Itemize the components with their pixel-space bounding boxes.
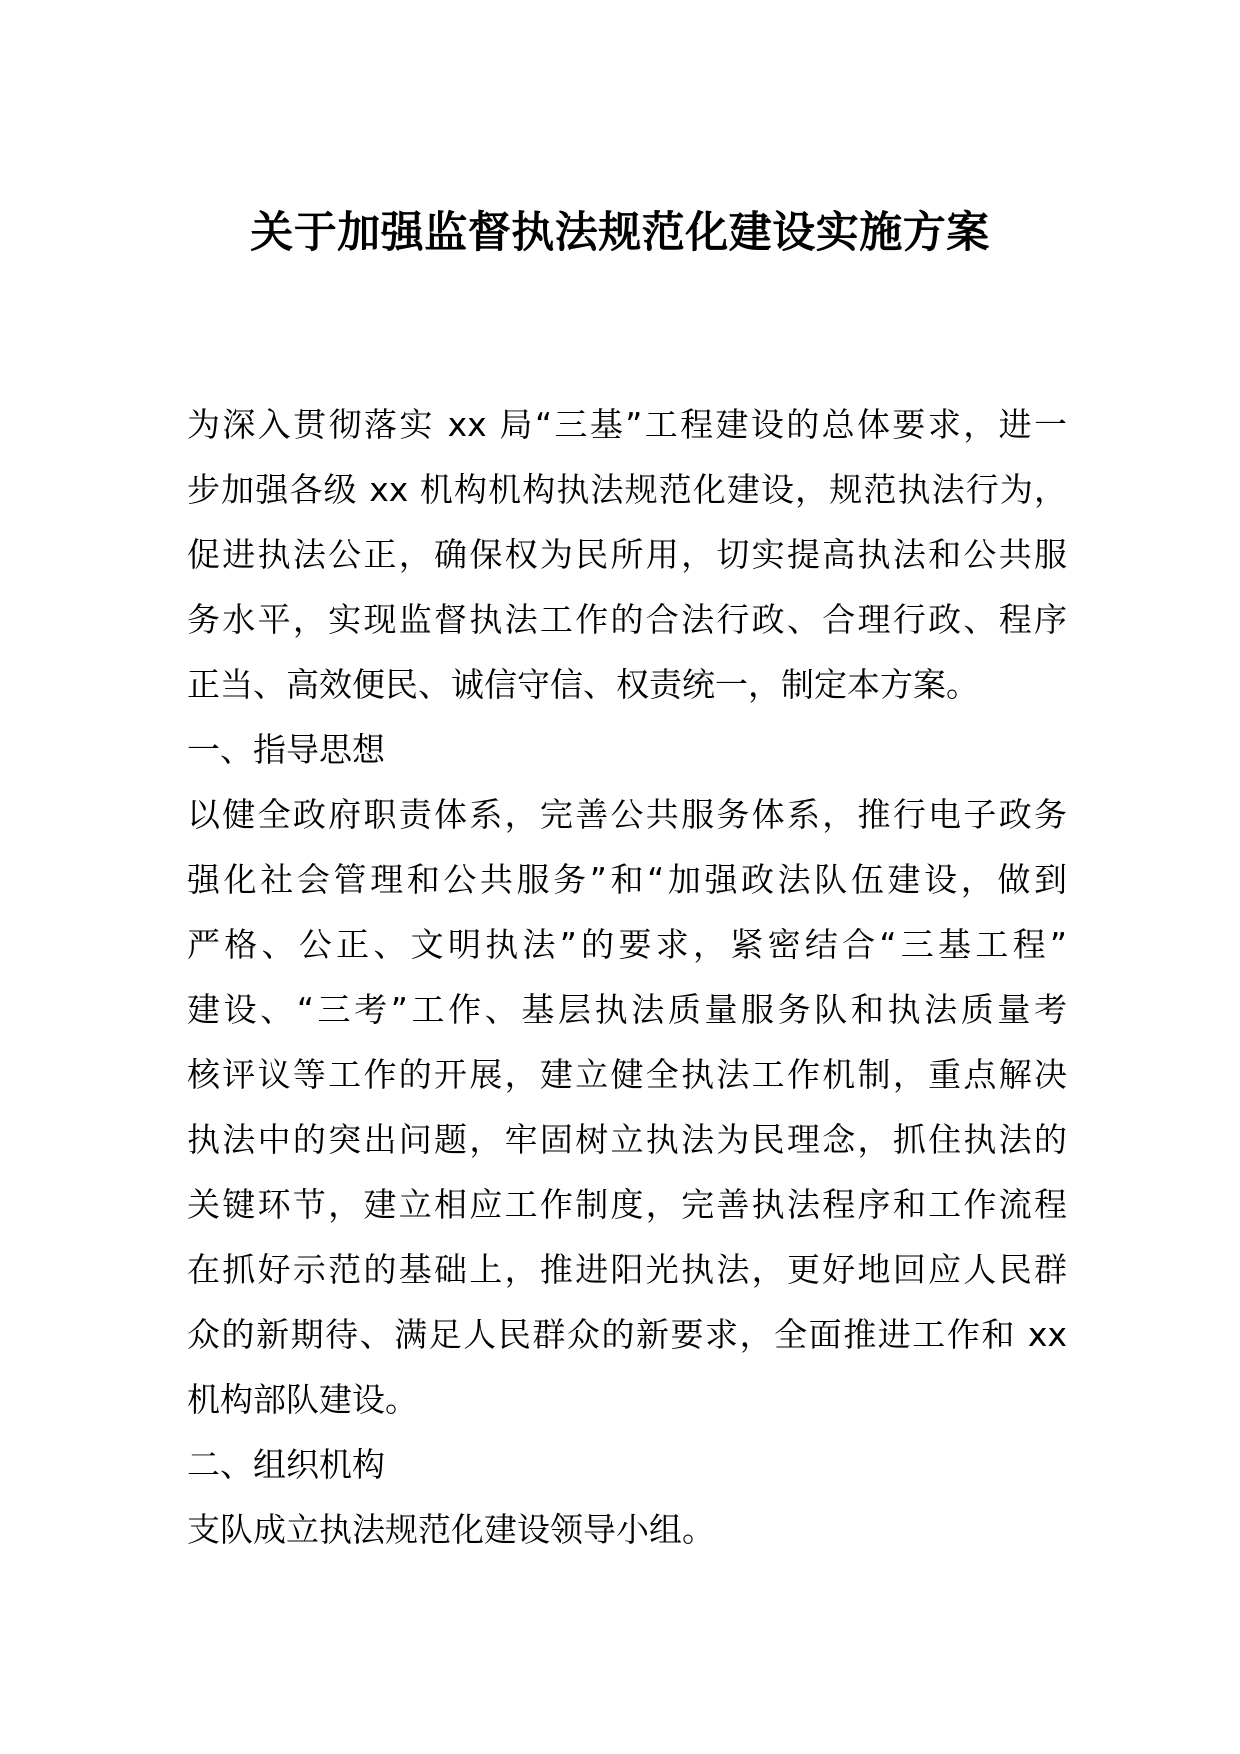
section-heading-organization: 二、组织机构	[187, 1445, 385, 1484]
paragraph-line: 机构部队建设。	[187, 1380, 418, 1419]
paragraph-line: 执法中的突出问题，牢固树立执法为民理念，抓住执法的	[187, 1120, 1067, 1159]
paragraph-line: 为深入贯彻落实 xx 局“三基”工程建设的总体要求，进一	[187, 405, 1067, 444]
paragraph-line: 核评议等工作的开展，建立健全执法工作机制，重点解决	[187, 1055, 1067, 1094]
paragraph-line: 促进执法公正，确保权为民所用，切实提高执法和公共服	[187, 535, 1067, 574]
paragraph-line: 严格、公正、文明执法”的要求，紧密结合“三基工程”	[187, 925, 1067, 964]
paragraph-line: 众的新期待、满足人民群众的新要求，全面推进工作和 xx	[187, 1315, 1067, 1354]
paragraph-line: 支队成立执法规范化建设领导小组。	[187, 1510, 715, 1549]
paragraph-line: 以健全政府职责体系，完善公共服务体系，推行电子政务	[187, 795, 1067, 834]
paragraph-line: 务水平，实现监督执法工作的合法行政、合理行政、程序	[187, 600, 1067, 639]
paragraph-line: 关键环节，建立相应工作制度，完善执法程序和工作流程	[187, 1185, 1067, 1224]
paragraph-line: 强化社会管理和公共服务”和“加强政法队伍建设，做到	[187, 860, 1067, 899]
paragraph-line: 正当、高效便民、诚信守信、权责统一，制定本方案。	[187, 665, 979, 704]
paragraph-line: 在抓好示范的基础上，推进阳光执法，更好地回应人民群	[187, 1250, 1067, 1289]
document-body	[187, 392, 1067, 1562]
document-title: 关于加强监督执法规范化建设实施方案	[250, 208, 990, 258]
paragraph-line: 建设、“三考”工作、基层执法质量服务队和执法质量考	[187, 990, 1067, 1029]
section-heading-guiding-ideology: 一、指导思想	[187, 730, 385, 769]
paragraph-line: 步加强各级 xx 机构机构执法规范化建设，规范执法行为，	[187, 470, 1067, 509]
